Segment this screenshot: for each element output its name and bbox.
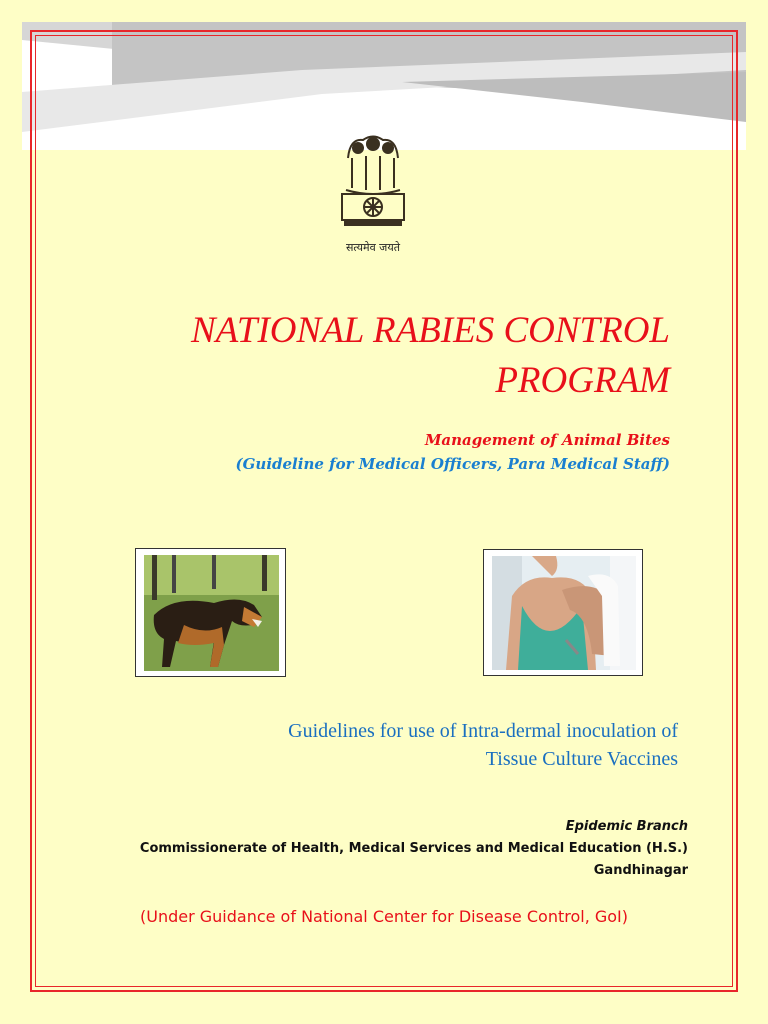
issuer-department: Commissionerate of Health, Medical Services and Medical Education (H.S.) xyxy=(139,841,688,856)
guideline-line-1: Guidelines for use of Intra-dermal inoculation of xyxy=(288,720,678,742)
guidance-note: (Under Guidance of National Center for Disease Control, GoI) xyxy=(139,907,629,926)
dog-photo xyxy=(135,548,286,677)
title-line-1: NATIONAL RABIES CONTROL xyxy=(191,310,670,351)
issuer-city: Gandhinagar xyxy=(593,863,688,878)
issuer-branch: Epidemic Branch xyxy=(565,819,688,834)
guideline-line-2: Tissue Culture Vaccines xyxy=(485,748,678,770)
document-subtitle xyxy=(110,428,670,476)
national-emblem-icon xyxy=(328,128,418,258)
dog-image xyxy=(144,555,279,671)
subtitle-line-2: (Guideline for Medical Officers, Para Medical Staff) xyxy=(235,455,670,473)
vaccination-photo xyxy=(483,549,643,676)
guideline-heading xyxy=(118,717,678,773)
subtitle-line-1: Management of Animal Bites xyxy=(424,431,670,449)
emblem-motto: सत्यमेव जयते xyxy=(345,241,400,254)
vaccination-image xyxy=(492,556,636,670)
title-line-2: PROGRAM xyxy=(495,360,670,401)
issuer-block xyxy=(68,816,688,882)
document-title xyxy=(110,306,670,406)
